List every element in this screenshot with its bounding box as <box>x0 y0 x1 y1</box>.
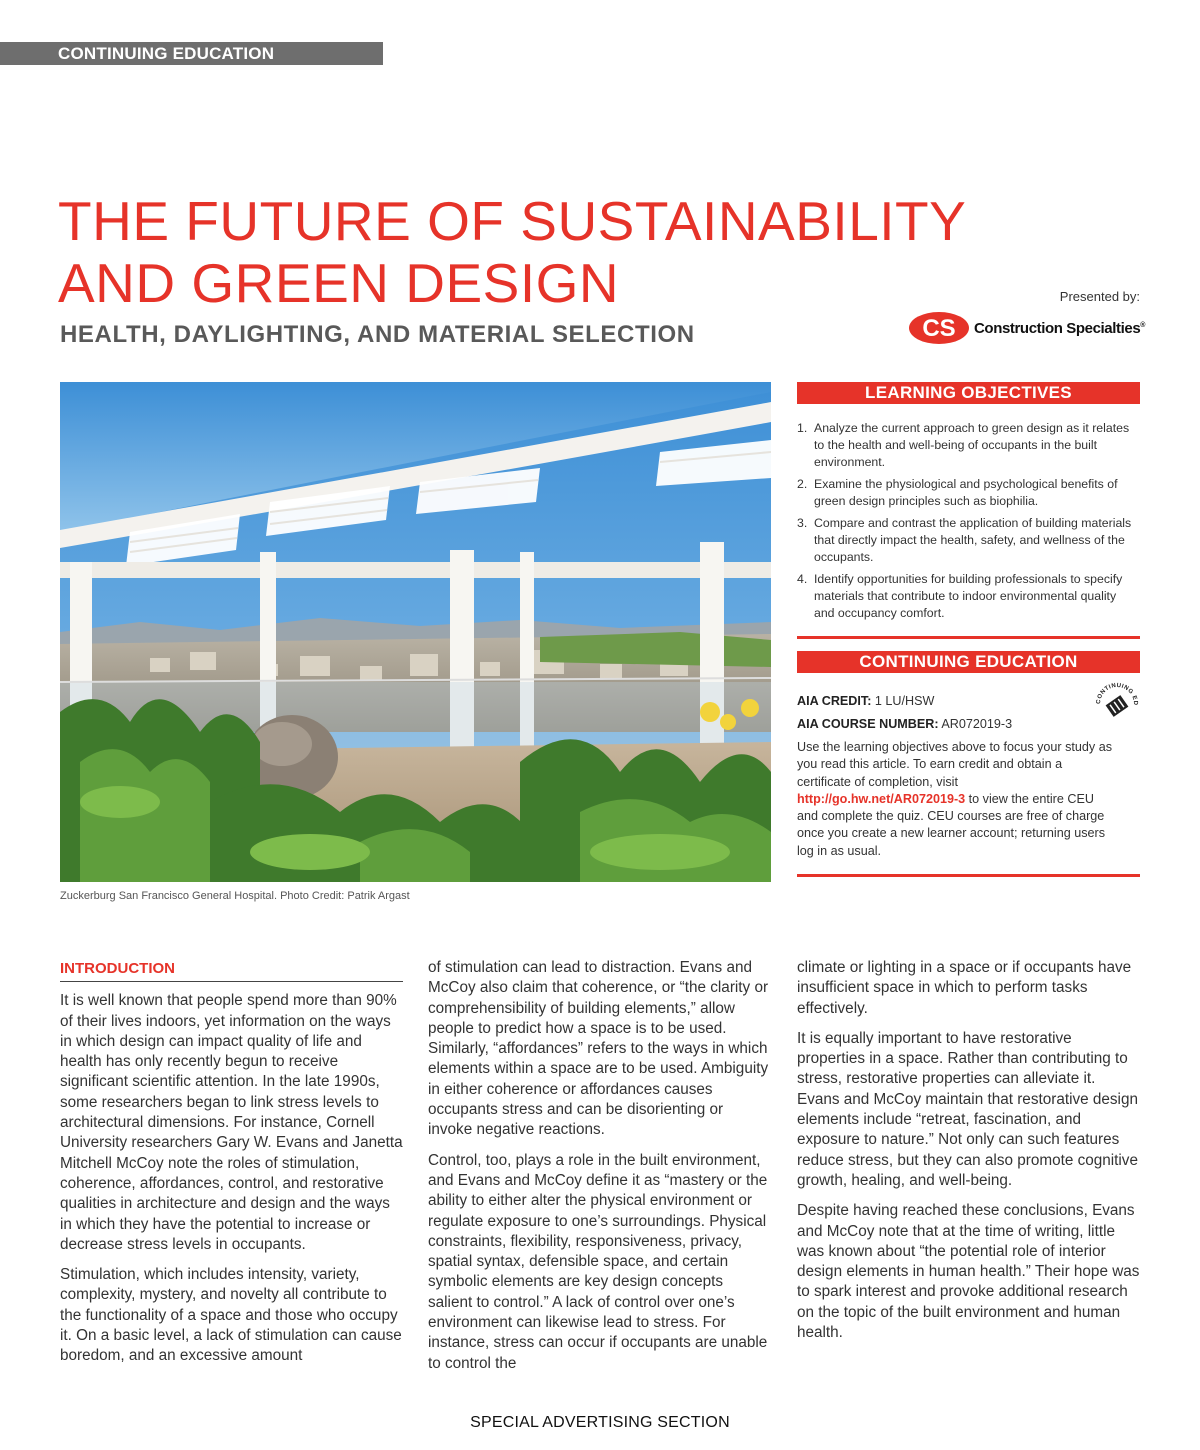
title-line-2: AND GREEN DESIGN <box>58 252 620 314</box>
sponsor-logo-text: CS <box>922 315 956 342</box>
article-column-1 <box>60 958 403 1377</box>
divider <box>797 874 1140 877</box>
paragraph: It is equally important to have restorative properties in a space. Rather than contributing to stress, restorative properties can alleviate it. Evans and McCoy maintain that restorative design elements include “retreat, fascination, and exposure to nature.” Not only can such features reduce stress, but they can also promote cognitive growth, healing, and well-being. <box>797 1029 1138 1189</box>
sponsor-logo-mark <box>908 311 970 345</box>
paragraph: of stimulation can lead to distraction. Evans and McCoy also claim that coherence, or “the clarity or comprehensibility of building elements,” allow people to predict how a space is to be used. Similarly, “affordances” refers to the ways in which elements within a space are to be used. Ambiguity in either coherence or affordances causes occupants stress and can be disorienting or invoke negative reactions. <box>428 959 769 1139</box>
ce-instructions: Use the learning objectives above to focus your study as you read this article. To earn credit and obtain a certificate of completion, visit http://go.hw.net/AR072019-3 to view the entire CEU and complete the quiz. CEU courses are free of charge once you create a new learner account; returning users log in as usual. <box>797 740 1113 858</box>
aia-course-number: AIA COURSE NUMBER: AR072019-3 <box>797 717 1013 731</box>
introduction-heading: INTRODUCTION <box>60 959 403 982</box>
paragraph: climate or lighting in a space or if occupants have insufficient space in which to perform tasks effectively. <box>797 959 1132 1017</box>
learning-objectives-heading: LEARNING OBJECTIVES <box>797 382 1140 404</box>
article-column-2 <box>428 958 771 1384</box>
sponsor-logo <box>908 311 1146 345</box>
article-title <box>58 190 988 314</box>
continuing-education-heading: CONTINUING EDUCATION <box>797 651 1140 673</box>
objective-item: 4. Identify opportunities for building professionals to specify materials that contribute to indoor environmental quality and occupancy comfort. <box>797 572 1123 620</box>
paragraph: It is well known that people spend more than 90% of their lives indoors, yet information on the ways in which design can impact quality of life and health has only recently begun to receive significant scientific attention. In the late 1990s, some researchers began to link stress levels to architectural dimensions. For instance, Cornell University researchers Gary W. Evans and Janetta Mitchell McCoy note the roles of stimulation, coherence, affordances, control, and restorative qualities in architecture and design and the ways in which they have the potential to increase or decrease stress levels in occupants. <box>60 992 403 1253</box>
hero-photo <box>60 382 771 882</box>
objective-item: 2. Examine the physiological and psychological benefits of green design principles such as biophilia. <box>797 477 1118 508</box>
title-line-1: THE FUTURE OF SUSTAINABILITY <box>58 190 967 252</box>
paragraph: Despite having reached these conclusions, Evans and McCoy note that at the time of writing, little was known about “the potential role of interior design elements in human health.” Their hope was to spark interest and provoke additional research on the topic of the built environment and human health. <box>797 1202 1140 1342</box>
objective-item: 3. Compare and contrast the application of building materials that directly impact the health, safety, and wellness of the occupants. <box>797 516 1132 564</box>
learning-objectives-list <box>797 420 1140 622</box>
paragraph: Stimulation, which includes intensity, variety, complexity, mystery, and novelty all contribute to the functionality of a space and those who occupy it. On a basic level, a lack of stimulation can cause boredom, and an excessive amount <box>60 1266 402 1365</box>
article-column-3 <box>797 958 1140 1353</box>
svg-text:CONTINUING EDUCATION: CONTINUING ED <box>1095 682 1139 706</box>
sponsor-name: Construction Specialties® <box>974 319 1146 337</box>
photo-caption: Zuckerburg San Francisco General Hospital. Photo Credit: Patrik Argast <box>60 890 410 902</box>
aia-credit: AIA CREDIT: 1 LU/HSW <box>797 694 935 708</box>
ce-badge-icon <box>1094 681 1140 727</box>
rooftop-garden-illustration <box>60 382 771 882</box>
presented-by-label: Presented by: <box>1059 289 1140 304</box>
section-label: CONTINUING EDUCATION <box>0 42 383 65</box>
ce-details <box>797 682 1140 860</box>
sidebar <box>797 382 1140 877</box>
paragraph: Control, too, plays a role in the built environment, and Evans and McCoy define it as “mastery or the ability to either alter the physical environment or regulate exposure to one’s surroundings. Physical constraints, flexibility, responsiveness, privacy, spatial syntax, defensible space, and certain symbolic elements are key design concepts salient to control.” A lack of control over one’s environment can likewise lead to stress. For instance, stress can occur if occupants are unable to control the <box>428 1151 768 1372</box>
ce-course-link[interactable]: http://go.hw.net/AR072019-3 <box>797 791 966 806</box>
article-subtitle: HEALTH, DAYLIGHTING, AND MATERIAL SELECTION <box>60 321 695 348</box>
footer-label: SPECIAL ADVERTISING SECTION <box>470 1414 730 1431</box>
objective-item: 1. Analyze the current approach to green design as it relates to the health and well-being of occupants in the built environment. <box>797 421 1130 469</box>
divider <box>797 636 1140 639</box>
